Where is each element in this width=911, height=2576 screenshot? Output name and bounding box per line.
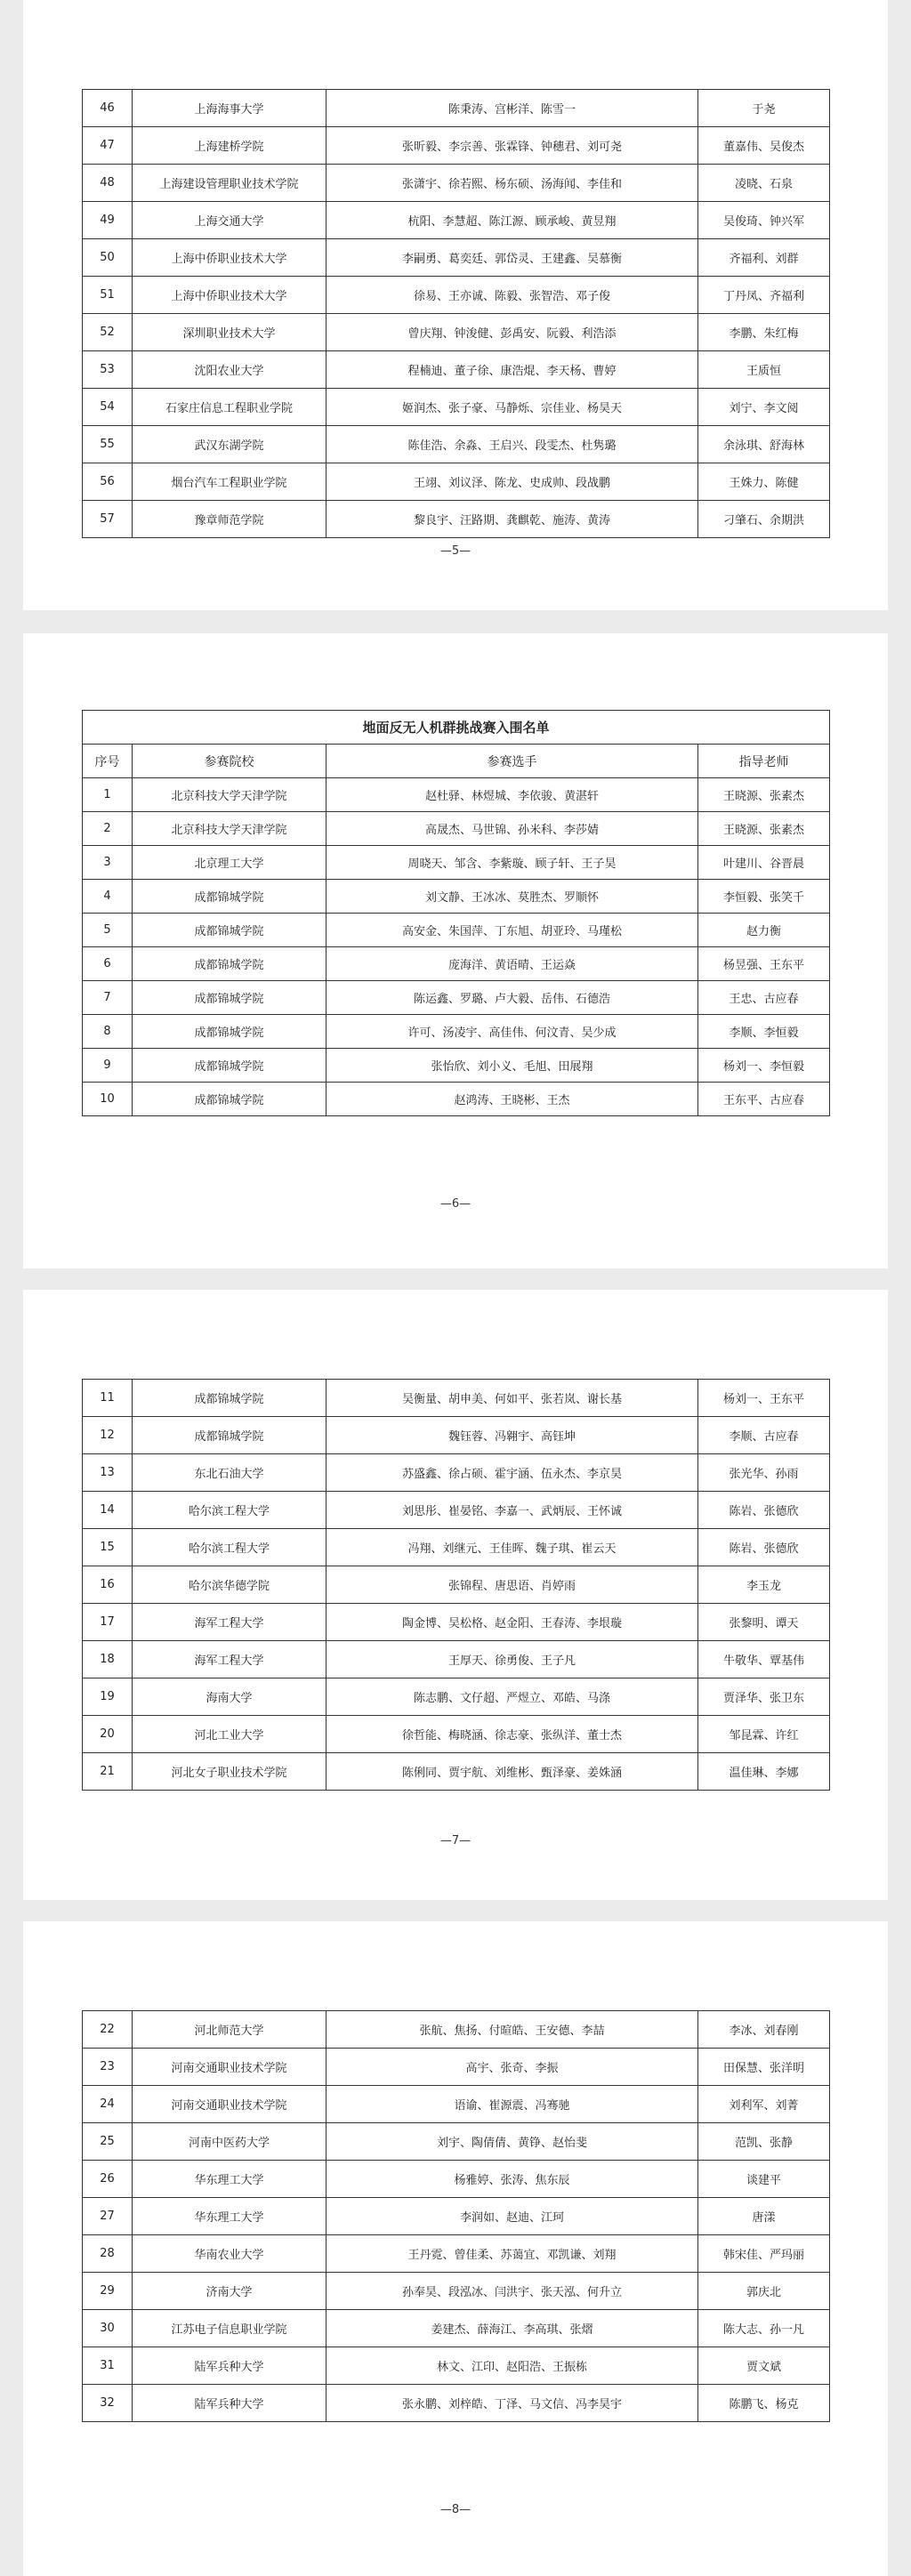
cell-school: 石家庄信息工程职业学院 (133, 389, 327, 426)
cell-no: 11 (83, 1380, 133, 1417)
cell-no: 7 (83, 981, 133, 1015)
document-page-6 (23, 633, 888, 1268)
cell-no: 26 (83, 2161, 133, 2198)
cell-advisor: 谈建平 (698, 2161, 830, 2198)
table-row (83, 1015, 830, 1049)
cell-no: 29 (83, 2273, 133, 2310)
cell-no: 6 (83, 947, 133, 981)
cell-advisor: 郭庆北 (698, 2273, 830, 2310)
table-row (83, 1083, 830, 1116)
cell-advisor: 齐福利、刘群 (698, 239, 830, 277)
table-row (83, 981, 830, 1015)
cell-players: 徐易、王亦诚、陈毅、张智浩、邓子俊 (327, 277, 698, 314)
cell-advisor: 贾文斌 (698, 2347, 830, 2385)
table-row (83, 463, 830, 501)
cell-advisor: 王晓源、张素杰 (698, 778, 830, 812)
cell-school: 河南中医药大学 (133, 2123, 327, 2161)
cell-no: 28 (83, 2235, 133, 2273)
cell-school: 江苏电子信息职业学院 (133, 2310, 327, 2347)
cell-no: 14 (83, 1492, 133, 1529)
cell-advisor: 刁肇石、余期洪 (698, 501, 830, 538)
cell-school: 哈尔滨华德学院 (133, 1566, 327, 1604)
table-row (83, 1049, 830, 1083)
cell-no: 24 (83, 2086, 133, 2123)
cell-advisor: 赵力衡 (698, 914, 830, 947)
cell-advisor: 王晓源、张素杰 (698, 812, 830, 846)
cell-no: 13 (83, 1454, 133, 1492)
table-row (83, 846, 830, 880)
cell-school: 上海建桥学院 (133, 127, 327, 165)
cell-advisor: 王质恒 (698, 351, 830, 389)
table-row (83, 1380, 830, 1417)
cell-players: 张航、焦扬、付暄皓、王安德、李喆 (327, 2011, 698, 2049)
document-page-5 (23, 0, 888, 610)
cell-school: 海军工程大学 (133, 1604, 327, 1641)
cell-players: 李润如、赵迪、江珂 (327, 2198, 698, 2235)
cell-school: 豫章师范学院 (133, 501, 327, 538)
table-row (83, 1716, 830, 1753)
cell-advisor: 王姝力、陈健 (698, 463, 830, 501)
table-row (83, 351, 830, 389)
table-row (83, 127, 830, 165)
cell-school: 上海建设管理职业技术学院 (133, 165, 327, 202)
cell-advisor: 丁丹凤、齐福利 (698, 277, 830, 314)
cell-players: 陈运鑫、罗璐、卢大毅、岳伟、石德浩 (327, 981, 698, 1015)
cell-school: 河北女子职业技术学院 (133, 1753, 327, 1791)
cell-no: 9 (83, 1049, 133, 1083)
cell-advisor: 杨刘一、王东平 (698, 1380, 830, 1417)
cell-school: 陆军兵种大学 (133, 2385, 327, 2422)
header-advisor: 指导老师 (698, 745, 830, 778)
table-row (83, 2273, 830, 2310)
table-row (83, 2161, 830, 2198)
cell-no: 31 (83, 2347, 133, 2385)
cell-players: 张怡欣、刘小义、毛旭、田展翔 (327, 1049, 698, 1083)
table-row (83, 2310, 830, 2347)
cell-players: 魏钰蓉、冯翱宇、高钰坤 (327, 1417, 698, 1454)
cell-advisor: 范凯、张静 (698, 2123, 830, 2161)
cell-advisor: 于尧 (698, 90, 830, 127)
cell-players: 陈佳浩、余淼、王启兴、段雯杰、杜隽璐 (327, 426, 698, 463)
cell-school: 哈尔滨工程大学 (133, 1529, 327, 1566)
page-number: —8— (439, 2503, 472, 2516)
cell-no: 20 (83, 1716, 133, 1753)
cell-no: 54 (83, 389, 133, 426)
cell-school: 成都锦城学院 (133, 914, 327, 947)
cell-school: 成都锦城学院 (133, 1083, 327, 1116)
cell-players: 周晓天、邹含、李紫璇、顾子轩、王子昊 (327, 846, 698, 880)
cell-players: 吴衡量、胡申美、何如平、张若岚、谢长基 (327, 1380, 698, 1417)
cell-players: 王丹霓、曾佳柔、苏蔼宜、邓凯谦、刘翔 (327, 2235, 698, 2273)
cell-no: 48 (83, 165, 133, 202)
cell-players: 张昕毅、李宗善、张霖锋、钟穗君、刘可尧 (327, 127, 698, 165)
cell-advisor: 温佳琳、李娜 (698, 1753, 830, 1791)
cell-players: 杨雅婷、张涛、焦东辰 (327, 2161, 698, 2198)
cell-school: 陆军兵种大学 (133, 2347, 327, 2385)
cell-no: 55 (83, 426, 133, 463)
cell-players: 庞海洋、黄语晴、王运焱 (327, 947, 698, 981)
cell-school: 北京理工大学 (133, 846, 327, 880)
cell-advisor: 刘利军、刘菁 (698, 2086, 830, 2123)
table-row (83, 1753, 830, 1791)
cell-players: 曾庆翔、钟浚健、彭禹安、阮毅、利浩添 (327, 314, 698, 351)
cell-school: 成都锦城学院 (133, 1380, 327, 1417)
cell-no: 53 (83, 351, 133, 389)
cell-advisor: 田保慧、张洋明 (698, 2049, 830, 2086)
cell-advisor: 张光华、孙雨 (698, 1454, 830, 1492)
cell-players: 冯翔、刘继元、王佳晖、魏子琪、崔云天 (327, 1529, 698, 1566)
cell-advisor: 陈岩、张德欣 (698, 1529, 830, 1566)
cell-no: 22 (83, 2011, 133, 2049)
cell-players: 苏盛鑫、徐占硕、霍宇涵、伍永杰、李京昊 (327, 1454, 698, 1492)
table-row (83, 1454, 830, 1492)
cell-advisor: 吴俊琦、钟兴军 (698, 202, 830, 239)
cell-school: 上海中侨职业技术大学 (133, 277, 327, 314)
page-number: —5— (439, 544, 472, 558)
cell-school: 华南农业大学 (133, 2235, 327, 2273)
cell-school: 成都锦城学院 (133, 947, 327, 981)
cell-no: 51 (83, 277, 133, 314)
table-row (83, 2385, 830, 2422)
cell-players: 林文、江印、赵阳浩、王振栋 (327, 2347, 698, 2385)
cell-school: 华东理工大学 (133, 2198, 327, 2235)
cell-no: 50 (83, 239, 133, 277)
cell-school: 成都锦城学院 (133, 1417, 327, 1454)
cell-advisor: 李玉龙 (698, 1566, 830, 1604)
cell-advisor: 王东平、古应春 (698, 1083, 830, 1116)
cell-school: 成都锦城学院 (133, 880, 327, 914)
cell-players: 王厚天、徐勇俊、王子凡 (327, 1641, 698, 1678)
cell-players: 高安金、朱国萍、丁东旭、胡亚玲、马瑾松 (327, 914, 698, 947)
cell-advisor: 李恒毅、张笑千 (698, 880, 830, 914)
cell-players: 刘思彤、崔晏铭、李嘉一、武炳辰、王怀诚 (327, 1492, 698, 1529)
cell-players: 李嗣勇、葛奕廷、郭岱灵、王建鑫、吴慕衡 (327, 239, 698, 277)
page-number: —7— (439, 1834, 472, 1847)
table-row (83, 947, 830, 981)
cell-no: 15 (83, 1529, 133, 1566)
cell-advisor: 陈鹏飞、杨克 (698, 2385, 830, 2422)
cell-school: 成都锦城学院 (133, 981, 327, 1015)
cell-advisor: 邹昆霖、许红 (698, 1716, 830, 1753)
cell-players: 姜建杰、薛海江、李高琪、张熠 (327, 2310, 698, 2347)
cell-advisor: 凌晓、石泉 (698, 165, 830, 202)
cell-players: 陈俐同、贾宇航、刘维彬、甄泽豪、姜姝涵 (327, 1753, 698, 1791)
cell-school: 海军工程大学 (133, 1641, 327, 1678)
cell-school: 华东理工大学 (133, 2161, 327, 2198)
cell-players: 张锦程、唐思语、肖婷雨 (327, 1566, 698, 1604)
cell-advisor: 王忠、古应春 (698, 981, 830, 1015)
cell-no: 49 (83, 202, 133, 239)
table-row (83, 778, 830, 812)
page-number: —6— (439, 1197, 472, 1211)
cell-school: 成都锦城学院 (133, 1015, 327, 1049)
cell-no: 4 (83, 880, 133, 914)
cell-players: 王翊、刘议泽、陈龙、史成帅、段战鹏 (327, 463, 698, 501)
table-row (83, 165, 830, 202)
cell-players: 张潇宇、徐若熙、杨东硕、汤海闻、李佳和 (327, 165, 698, 202)
cell-players: 张永鹏、刘梓皓、丁泽、马文信、冯李昊宇 (327, 2385, 698, 2422)
table-row (83, 239, 830, 277)
participant-table (82, 1379, 830, 1791)
cell-advisor: 李顺、古应春 (698, 1417, 830, 1454)
header-players: 参赛选手 (327, 745, 698, 778)
table-row (83, 389, 830, 426)
cell-advisor: 李鹏、朱红梅 (698, 314, 830, 351)
cell-players: 许可、汤凌宇、高佳伟、何汶青、吴少成 (327, 1015, 698, 1049)
cell-players: 高晟杰、马世锦、孙米科、李莎婧 (327, 812, 698, 846)
cell-players: 刘宇、陶倩倩、黄铮、赵怡斐 (327, 2123, 698, 2161)
cell-school: 武汉东湖学院 (133, 426, 327, 463)
cell-advisor: 杨昱强、王东平 (698, 947, 830, 981)
participant-table (82, 2010, 830, 2422)
cell-players: 姬润杰、张子豪、马静烁、宗佳业、杨昊天 (327, 389, 698, 426)
table-row (83, 2235, 830, 2273)
cell-no: 46 (83, 90, 133, 127)
cell-players: 杭阳、李慧超、陈江源、顾承峻、黄昱翔 (327, 202, 698, 239)
table-header-row (83, 745, 830, 778)
cell-school: 沈阳农业大学 (133, 351, 327, 389)
table-row (83, 2086, 830, 2123)
cell-no: 2 (83, 812, 133, 846)
table-row (83, 426, 830, 463)
table-row (83, 1566, 830, 1604)
table-row (83, 202, 830, 239)
cell-advisor: 贾泽华、张卫东 (698, 1678, 830, 1716)
cell-players: 高宇、张奇、李振 (327, 2049, 698, 2086)
cell-no: 1 (83, 778, 133, 812)
document-page-7 (23, 1290, 888, 1900)
cell-players: 孙奉昊、段泓冰、闫洪宇、张天泓、何升立 (327, 2273, 698, 2310)
cell-no: 10 (83, 1083, 133, 1116)
cell-no: 18 (83, 1641, 133, 1678)
cell-advisor: 张黎明、谭天 (698, 1604, 830, 1641)
cell-school: 北京科技大学天津学院 (133, 778, 327, 812)
table-row (83, 1641, 830, 1678)
cell-school: 成都锦城学院 (133, 1049, 327, 1083)
table-title-row (83, 711, 830, 745)
cell-no: 23 (83, 2049, 133, 2086)
cell-players: 陈秉涛、宫彬洋、陈雪一 (327, 90, 698, 127)
cell-advisor: 李冰、刘春刚 (698, 2011, 830, 2049)
table-row (83, 314, 830, 351)
cell-advisor: 唐漾 (698, 2198, 830, 2235)
cell-advisor: 牛敬华、覃基伟 (698, 1641, 830, 1678)
cell-no: 27 (83, 2198, 133, 2235)
cell-advisor: 刘宁、李文阅 (698, 389, 830, 426)
cell-no: 47 (83, 127, 133, 165)
cell-no: 16 (83, 1566, 133, 1604)
cell-players: 刘文静、王冰冰、莫胜杰、罗顺怀 (327, 880, 698, 914)
cell-no: 32 (83, 2385, 133, 2422)
table-row (83, 277, 830, 314)
table-row (83, 501, 830, 538)
cell-advisor: 韩宋佳、严玛丽 (698, 2235, 830, 2273)
table-row (83, 1678, 830, 1716)
cell-players: 语谕、崔源震、冯骞驰 (327, 2086, 698, 2123)
cell-school: 河北师范大学 (133, 2011, 327, 2049)
cell-advisor: 董嘉伟、吴俊杰 (698, 127, 830, 165)
cell-advisor: 李顺、李恒毅 (698, 1015, 830, 1049)
cell-school: 北京科技大学天津学院 (133, 812, 327, 846)
table-row (83, 1417, 830, 1454)
table-row (83, 1604, 830, 1641)
cell-school: 海南大学 (133, 1678, 327, 1716)
cell-players: 陶金博、吴松格、赵金阳、王春涛、李垠璇 (327, 1604, 698, 1641)
table-row (83, 880, 830, 914)
cell-school: 哈尔滨工程大学 (133, 1492, 327, 1529)
table-row (83, 2347, 830, 2385)
cell-school: 上海海事大学 (133, 90, 327, 127)
cell-players: 陈志鹏、文仔超、严煜立、邓皓、马涤 (327, 1678, 698, 1716)
header-school: 参赛院校 (133, 745, 327, 778)
cell-players: 程楠迪、董子徐、康浩焜、李天杨、曹婷 (327, 351, 698, 389)
table-row (83, 2198, 830, 2235)
cell-advisor: 叶建川、谷晋晨 (698, 846, 830, 880)
participant-table (82, 89, 830, 538)
cell-no: 5 (83, 914, 133, 947)
table-row (83, 2011, 830, 2049)
cell-no: 30 (83, 2310, 133, 2347)
cell-school: 济南大学 (133, 2273, 327, 2310)
cell-school: 河南交通职业技术学院 (133, 2086, 327, 2123)
cell-no: 52 (83, 314, 133, 351)
table-row (83, 914, 830, 947)
cell-advisor: 陈大志、孙一凡 (698, 2310, 830, 2347)
cell-no: 57 (83, 501, 133, 538)
cell-players: 徐哲能、梅晓涵、徐志豪、张纵洋、董士杰 (327, 1716, 698, 1753)
cell-no: 25 (83, 2123, 133, 2161)
table-row (83, 90, 830, 127)
cell-advisor: 杨刘一、李恒毅 (698, 1049, 830, 1083)
cell-no: 19 (83, 1678, 133, 1716)
table-row (83, 2123, 830, 2161)
cell-no: 17 (83, 1604, 133, 1641)
cell-school: 河南交通职业技术学院 (133, 2049, 327, 2086)
cell-school: 上海中侨职业技术大学 (133, 239, 327, 277)
cell-advisor: 陈岩、张德欣 (698, 1492, 830, 1529)
cell-players: 赵鸿涛、王晓彬、王杰 (327, 1083, 698, 1116)
cell-no: 12 (83, 1417, 133, 1454)
table-row (83, 2049, 830, 2086)
cell-no: 3 (83, 846, 133, 880)
table-title: 地面反无人机群挑战赛入围名单 (83, 711, 830, 745)
header-no: 序号 (83, 745, 133, 778)
participant-table (82, 710, 830, 1116)
cell-advisor: 余泳琪、舒海林 (698, 426, 830, 463)
table-row (83, 812, 830, 846)
table-row (83, 1529, 830, 1566)
cell-school: 河北工业大学 (133, 1716, 327, 1753)
cell-school: 上海交通大学 (133, 202, 327, 239)
document-page-8 (23, 1921, 888, 2576)
table-row (83, 1492, 830, 1529)
cell-school: 深圳职业技术大学 (133, 314, 327, 351)
cell-players: 赵杜驿、林煜城、李依骏、黄湛轩 (327, 778, 698, 812)
cell-no: 56 (83, 463, 133, 501)
cell-players: 黎良宇、汪路期、龚麒乾、施涛、黄涛 (327, 501, 698, 538)
cell-school: 烟台汽车工程职业学院 (133, 463, 327, 501)
cell-no: 21 (83, 1753, 133, 1791)
cell-no: 8 (83, 1015, 133, 1049)
cell-school: 东北石油大学 (133, 1454, 327, 1492)
